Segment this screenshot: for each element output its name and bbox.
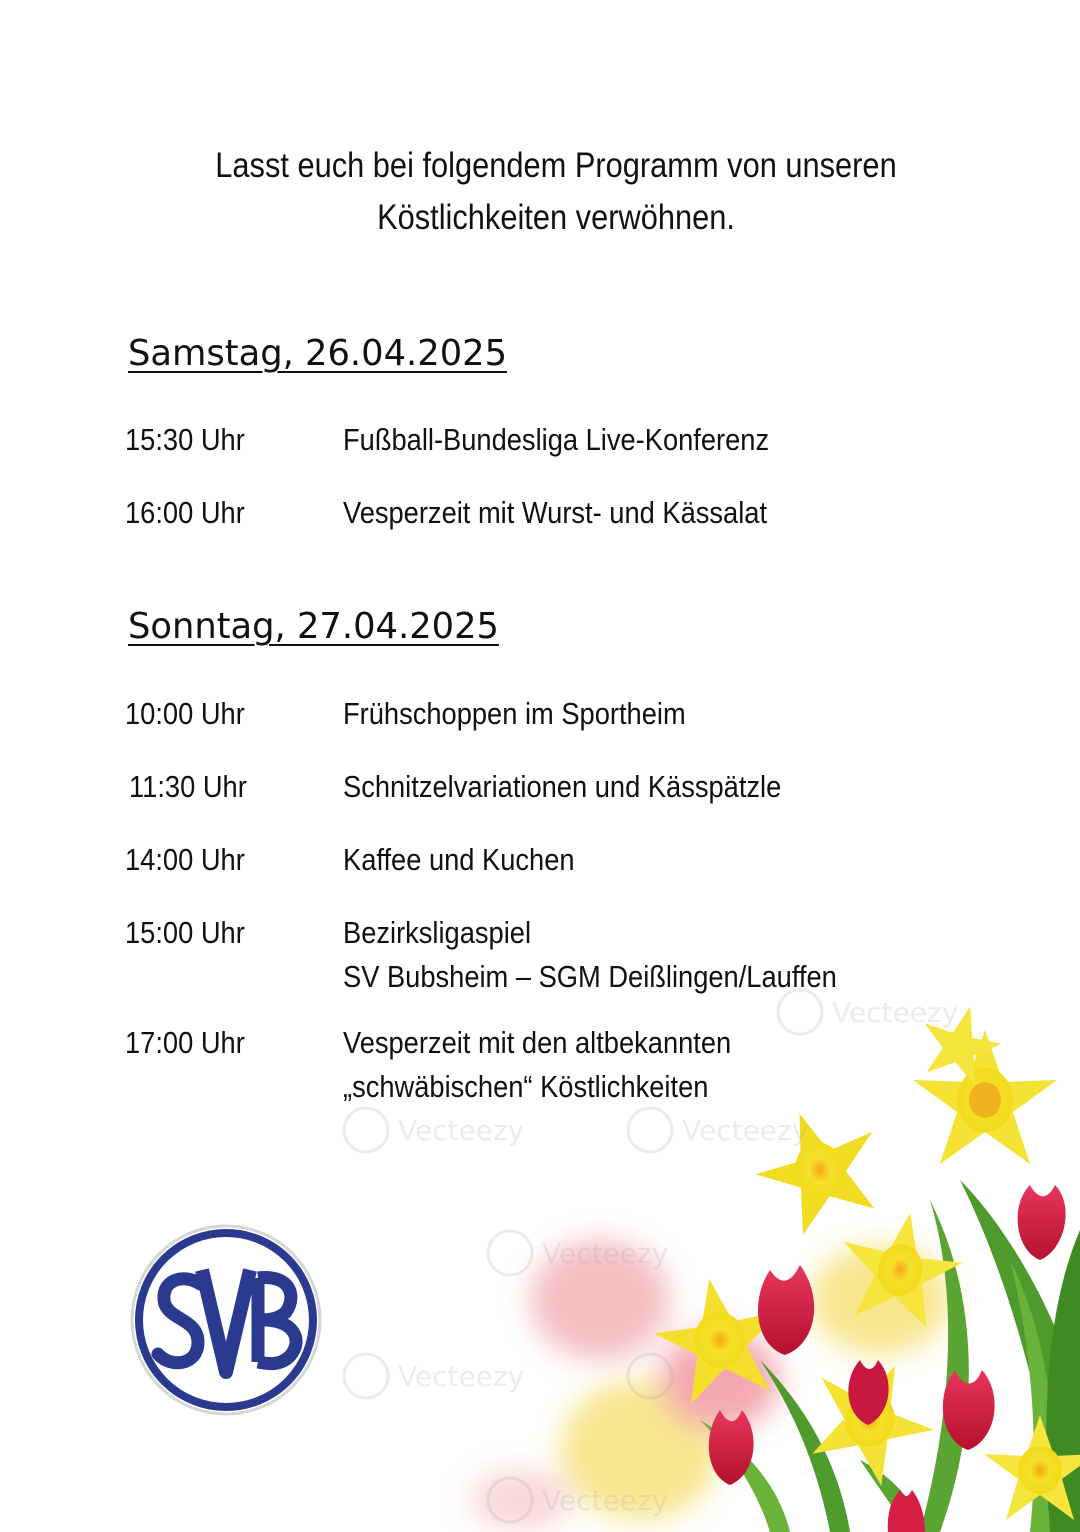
saturday-heading: Samstag, 26.04.2025 bbox=[128, 333, 508, 374]
watermark-text: Vecteezy bbox=[542, 1484, 669, 1517]
event-description-line-2: „schwäbischen“ Köstlichkeiten bbox=[343, 1069, 709, 1104]
event-description-line-1: Vesperzeit mit den altbekannten bbox=[343, 1025, 732, 1060]
intro-line-1: Lasst euch bei folgendem Programm von unseren bbox=[215, 146, 897, 185]
event-description bbox=[343, 911, 837, 999]
event-time: 15:30 Uhr bbox=[125, 422, 245, 457]
svb-club-logo bbox=[128, 1222, 324, 1418]
event-time: 17:00 Uhr bbox=[125, 1025, 245, 1060]
event-description: Kaffee und Kuchen bbox=[343, 842, 575, 877]
watermark-text: Vecteezy bbox=[832, 996, 959, 1029]
event-time: 11:30 Uhr bbox=[129, 769, 247, 804]
watermark-text: Vecteezy bbox=[682, 1114, 809, 1147]
event-description: Frühschoppen im Sportheim bbox=[343, 696, 686, 731]
event-description-line-2: SV Bubsheim – SGM Deißlingen/Lauffen bbox=[343, 959, 837, 994]
intro-text bbox=[155, 140, 958, 244]
watermark-text: Vecteezy bbox=[398, 1360, 525, 1393]
sunday-heading: Sonntag, 27.04.2025 bbox=[128, 606, 499, 647]
event-time: 16:00 Uhr bbox=[125, 495, 245, 530]
event-description bbox=[343, 1021, 731, 1109]
event-description: Vesperzeit mit Wurst- und Kässalat bbox=[343, 495, 768, 530]
watermark-text: Vecteezy bbox=[398, 1114, 525, 1147]
event-description-line-1: Bezirksligaspiel bbox=[343, 915, 532, 950]
event-description: Schnitzelvariationen und Kässpätzle bbox=[343, 769, 782, 804]
event-time: 14:00 Uhr bbox=[125, 842, 245, 877]
watermark-text: Vecteezy bbox=[542, 1237, 669, 1270]
intro-line-2: Köstlichkeiten verwöhnen. bbox=[377, 198, 735, 237]
event-time: 15:00 Uhr bbox=[125, 915, 245, 950]
event-description: Fußball-Bundesliga Live-Konferenz bbox=[343, 422, 770, 457]
event-time: 10:00 Uhr bbox=[125, 696, 245, 731]
